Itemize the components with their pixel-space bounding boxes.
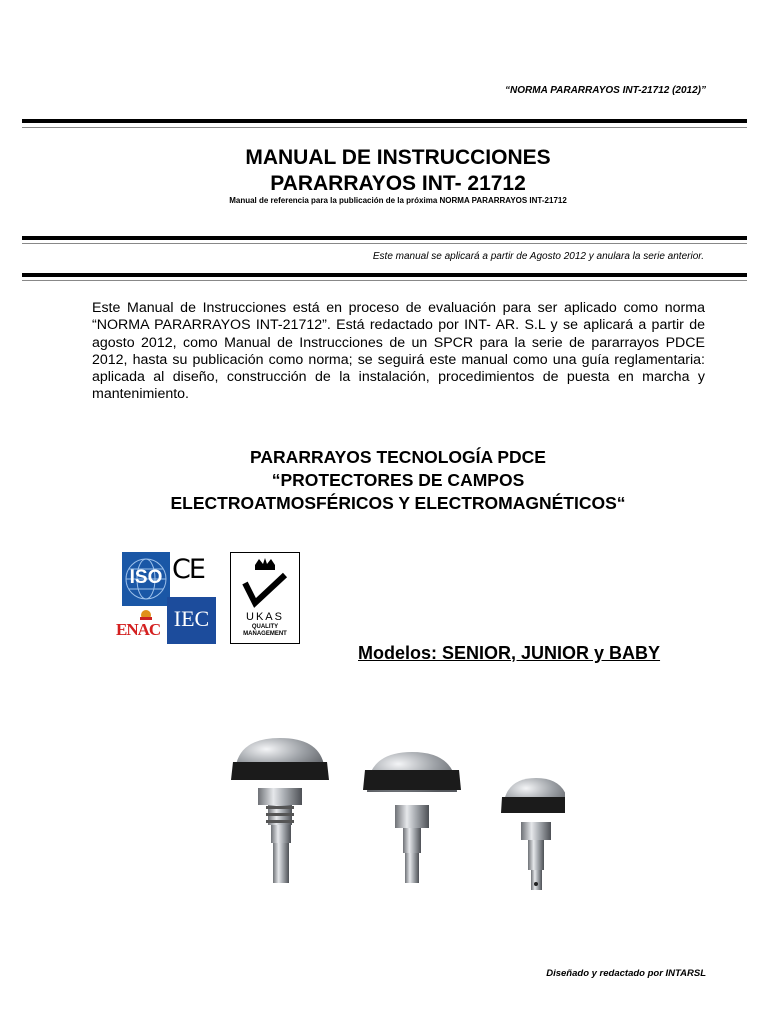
ukas-sub2: MANAGEMENT [243,631,287,637]
section-heading-line2: “PROTECTORES DE CAMPOS [271,470,525,490]
lower-divider-thin [22,280,747,281]
enac-crown-icon [124,608,168,618]
intro-paragraph: Este Manual de Instrucciones está en proceso de evaluación para ser aplicado como norma “NORMA PARARRAYOS INT-21712”. Está redactado por INT- AR. S.L y se aplicará a partir de agosto 2012, como Manual de Instrucciones de un SPCR para la serie de pararrayos PDCE 2012, hasta su publicación como norma; se seguirá este manual como una guía reglamentaria: aplicada al diseño, construcción de la instalación, procedimientos de puesta en marcha y mantenimiento. [92,300,705,403]
iso-text: ISO [129,567,163,588]
iso-logo [122,552,170,606]
models-heading: Modelos: SENIOR, JUNIOR y BABY [358,643,661,663]
ukas-logo [230,552,300,644]
section-heading-line1: PARARRAYOS TECNOLOGÍA PDCE [250,447,546,467]
ukas-sub1: QUALITY [251,624,279,630]
top-divider-thin [22,127,747,128]
section-heading-line3: ELECTROATMOSFÉRICOS Y ELECTROMAGNÉTICOS“ [170,493,626,513]
baby-rod [501,778,565,890]
apply-note: Este manual se aplicará a partir de Agosto 2012 y anulara la serie anterior. [372,251,704,262]
iec-text: IEC [173,606,210,631]
ukas-text: UKAS [246,611,284,623]
top-divider [22,119,747,123]
mid-divider [22,236,747,240]
iec-logo [167,597,216,644]
norma-reference: “NORMA PARARRAYOS INT-21712 (2012)” [505,85,706,96]
crown-tick-icon [231,555,299,613]
product-title: PARARRAYOS INT- 21712 [270,172,526,195]
senior-rod [231,738,329,883]
enac-text: ENAC [116,620,161,639]
footer-credit: Diseñado y redactado por INTARSL [546,968,706,979]
certification-logos [116,552,216,644]
manual-title: MANUAL DE INSTRUCCIONES [245,146,551,169]
lower-divider [22,273,747,277]
section-heading [0,446,768,515]
junior-rod [363,752,461,883]
reference-subtitle: Manual de referencia para la publicación de la próxima NORMA PARARRAYOS INT-21712 [229,196,567,205]
mid-divider-thin [22,243,747,244]
ce-mark: CE [172,554,204,585]
lightning-rods-photo [225,730,565,900]
